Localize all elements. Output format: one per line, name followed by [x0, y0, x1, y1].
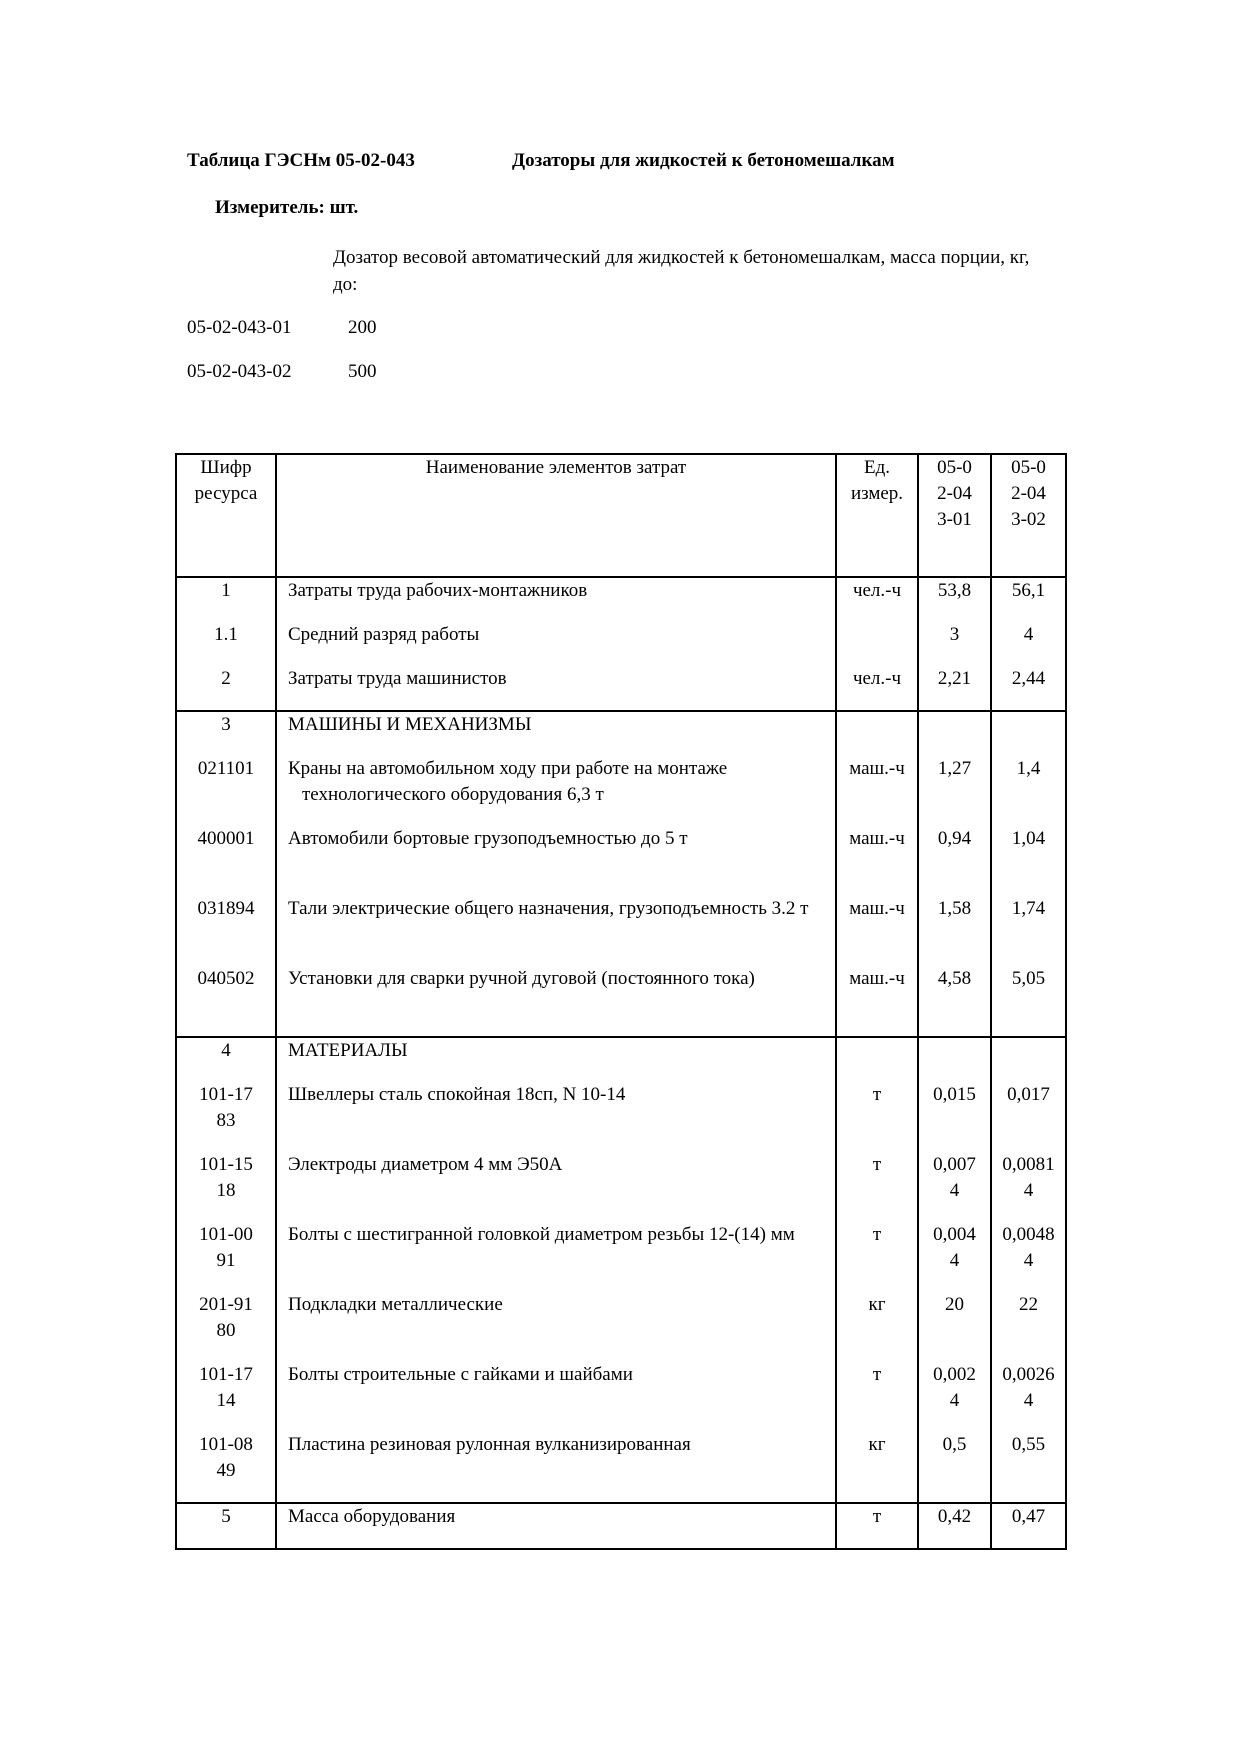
- table-row: [176, 756, 1066, 826]
- norm-value: 500: [348, 361, 377, 382]
- norm-1-value-cell: [918, 622, 991, 666]
- norm-1-value-cell-text: 0,015: [933, 1084, 976, 1105]
- unit-cell-text: т: [872, 1084, 882, 1105]
- resource-name-cell: [276, 1292, 836, 1362]
- resource-name-cell: [276, 1037, 836, 1082]
- norm-1-value-cell: [918, 1432, 991, 1503]
- table-code-title: Таблица ГЭСНм 05-02-043: [187, 150, 415, 171]
- resource-code-cell-text: 040502: [197, 968, 255, 989]
- resource-code-cell: [176, 1292, 276, 1362]
- table-row: [176, 966, 1066, 1037]
- resource-code-cell: [176, 1503, 276, 1549]
- table-row: [176, 622, 1066, 666]
- resource-name-cell: [276, 1222, 836, 1292]
- resource-name-cell-text: Болты строительные с гайками и шайбами: [288, 1364, 633, 1385]
- norm-2-value-cell: [991, 1292, 1066, 1362]
- resource-code-cell-text: 400001: [197, 828, 255, 849]
- resource-code-cell-text: 5: [221, 1506, 231, 1527]
- resource-name-cell-text: Электроды диаметром 4 мм Э50А: [288, 1154, 563, 1175]
- unit-cell: [836, 577, 918, 622]
- unit-cell-text: чел.-ч: [852, 668, 902, 689]
- norm-2-value-cell: [991, 1037, 1066, 1082]
- table-row: [176, 666, 1066, 711]
- resource-name-cell: [276, 577, 836, 622]
- resource-code-cell: [176, 1432, 276, 1503]
- norm-2-value-cell: [991, 1362, 1066, 1432]
- norm-2-value-cell-text: 22: [1019, 1294, 1038, 1315]
- norm-1-value-cell: [918, 756, 991, 826]
- norm-2-value-cell: [991, 577, 1066, 622]
- resource-code-cell-text: 101-1518: [199, 1154, 253, 1201]
- unit-line: Измеритель: шт.: [215, 197, 359, 218]
- resource-code-cell: [176, 1082, 276, 1152]
- resource-name-cell-text: Тали электрические общего назначения, грузоподъемность 3.2 т: [288, 898, 809, 919]
- norm-2-value-cell-text: 56,1: [1011, 580, 1046, 601]
- norm-2-value-cell: [991, 826, 1066, 896]
- norm-1-value-cell: [918, 966, 991, 1037]
- norm-1-value-cell: [918, 666, 991, 711]
- norm-1-value-cell-text: 0,0074: [933, 1154, 976, 1201]
- resource-code-cell: [176, 711, 276, 756]
- norm-2-value-cell-text: 0,55: [1011, 1434, 1046, 1455]
- table-name-title: Дозаторы для жидкостей к бетономешалкам: [512, 150, 895, 171]
- resource-code-cell-text: 4: [221, 1040, 231, 1061]
- unit-cell-text: т: [872, 1506, 882, 1527]
- norm-2-value-cell: [991, 1222, 1066, 1292]
- unit-cell-text: маш.-ч: [849, 758, 905, 779]
- unit-cell: [836, 711, 918, 756]
- resource-code-cell: [176, 826, 276, 896]
- resource-name-cell-text: Средний разряд работы: [288, 624, 480, 645]
- unit-cell: [836, 622, 918, 666]
- resource-name-cell-text: Подкладки металлические: [288, 1294, 503, 1315]
- col-header-norm-2: 05-02-043-02: [991, 454, 1066, 577]
- unit-cell: [836, 1503, 918, 1549]
- norm-1-value-cell: [918, 1222, 991, 1292]
- norm-1-value-cell-text: 3: [949, 624, 960, 645]
- norm-code: 05-02-043-02: [187, 361, 292, 382]
- resource-name-cell-text: Швеллеры сталь спокойная 18сп, N 10-14: [288, 1084, 626, 1105]
- resource-code-cell-text: 021101: [197, 758, 255, 779]
- norm-2-value-cell-text: 0,00814: [1002, 1154, 1055, 1201]
- unit-cell: [836, 1432, 918, 1503]
- col-header-unit: Ед. измер.: [836, 454, 918, 577]
- norm-2-value-cell: [991, 622, 1066, 666]
- resource-name-cell: [276, 1082, 836, 1152]
- resource-code-cell-text: 3: [221, 714, 231, 735]
- resource-code-cell: [176, 966, 276, 1037]
- unit-cell: [836, 1292, 918, 1362]
- norm-1-value-cell: [918, 826, 991, 896]
- table-header-row: [176, 454, 1066, 577]
- resource-name-cell: [276, 1432, 836, 1503]
- norm-2-value-cell-text: 4: [1023, 624, 1034, 645]
- norm-2-value-cell-text: 5,05: [1011, 968, 1046, 989]
- norm-1-value-cell-text: 53,8: [937, 580, 972, 601]
- resource-name-cell-text: Затраты труда машинистов: [288, 668, 507, 689]
- norm-2-value-cell: [991, 666, 1066, 711]
- norm-1-value-cell: [918, 1037, 991, 1082]
- table-row: [176, 1152, 1066, 1222]
- resource-name-cell-text: Автомобили бортовые грузоподъемностью до 5 т: [288, 828, 688, 849]
- norm-1-value-cell-text: 0,94: [937, 828, 972, 849]
- resource-name-cell-text: Установки для сварки ручной дуговой (постоянного тока): [288, 968, 755, 989]
- resource-code-cell-text: 101-1714: [199, 1364, 253, 1411]
- norm-1-value-cell-text: 20: [945, 1294, 964, 1315]
- norm-2-value-cell: [991, 1503, 1066, 1549]
- resource-name-cell-text: МАШИНЫ И МЕХАНИЗМЫ: [288, 714, 532, 735]
- norm-1-value-cell: [918, 1503, 991, 1549]
- resource-name-cell-text: МАТЕРИАЛЫ: [288, 1040, 408, 1061]
- resource-name-cell: [276, 966, 836, 1037]
- norm-2-value-cell: [991, 1082, 1066, 1152]
- norm-2-value-cell-text: 0,47: [1011, 1506, 1046, 1527]
- table-row: [176, 1362, 1066, 1432]
- unit-cell: [836, 826, 918, 896]
- description: Дозатор весовой автоматический для жидкостей к бетономешалкам, масса порции, кг, до:: [333, 247, 1030, 295]
- norm-2-value-cell-text: 2,44: [1011, 668, 1046, 689]
- resource-code-cell-text: 201-9180: [199, 1294, 253, 1341]
- resource-code-cell: [176, 1037, 276, 1082]
- resource-name-cell: [276, 756, 836, 826]
- resource-code-cell: [176, 1152, 276, 1222]
- resource-code-cell: [176, 1362, 276, 1432]
- norm-1-value-cell: [918, 577, 991, 622]
- norm-1-value-cell-text: 0,0024: [933, 1364, 976, 1411]
- norm-code: 05-02-043-01: [187, 317, 292, 338]
- resource-code-cell-text: 101-1783: [199, 1084, 253, 1131]
- resource-name-cell: [276, 711, 836, 756]
- resource-code-cell-text: 101-0091: [199, 1224, 253, 1271]
- unit-cell-text: кг: [868, 1294, 886, 1315]
- resource-name-cell-text: Пластина резиновая рулонная вулканизированная: [288, 1434, 691, 1455]
- norm-2-value-cell: [991, 1432, 1066, 1503]
- norm-2-value-cell-text: 1,4: [1016, 758, 1041, 779]
- unit-cell-text: т: [872, 1364, 882, 1385]
- resource-code-cell-text: 1.1: [214, 624, 238, 645]
- resource-code-cell: [176, 622, 276, 666]
- resource-code-cell: [176, 896, 276, 966]
- resource-name-cell: [276, 1362, 836, 1432]
- resource-code-cell-text: 1: [221, 580, 231, 601]
- table-row: [176, 1503, 1066, 1549]
- norm-2-value-cell-text: 0,00264: [1002, 1364, 1055, 1411]
- resource-name-cell-text: Затраты труда рабочих-монтажников: [288, 580, 588, 601]
- norm-2-value-cell: [991, 966, 1066, 1037]
- norm-1-value-cell: [918, 1152, 991, 1222]
- resource-code-cell: [176, 666, 276, 711]
- resource-name-cell: [276, 1503, 836, 1549]
- resource-code-cell-text: 031894: [197, 898, 255, 919]
- unit-cell: [836, 666, 918, 711]
- resource-name-cell: [276, 826, 836, 896]
- norm-1-value-cell-text: 1,58: [937, 898, 972, 919]
- resource-code-cell: [176, 577, 276, 622]
- norm-value: 200: [348, 317, 377, 338]
- section-header-row: [176, 711, 1066, 756]
- table-row: [176, 896, 1066, 966]
- norm-1-value-cell-text: 4,58: [937, 968, 972, 989]
- col-header-code: Шифр ресурса: [176, 454, 276, 577]
- unit-cell-text: чел.-ч: [852, 580, 902, 601]
- norm-1-value-cell-text: 0,42: [937, 1506, 972, 1527]
- unit-cell: [836, 896, 918, 966]
- resource-code-cell: [176, 1222, 276, 1292]
- resource-name-cell: [276, 896, 836, 966]
- norm-1-value-cell: [918, 1292, 991, 1362]
- unit-cell: [836, 1152, 918, 1222]
- norm-2-value-cell-text: 0,00484: [1002, 1224, 1055, 1271]
- resource-name-cell-text: Масса оборудования: [288, 1506, 456, 1527]
- norm-2-value-cell-text: 0,017: [1007, 1084, 1050, 1105]
- unit-cell-text: маш.-ч: [849, 898, 905, 919]
- resource-name-cell: [276, 666, 836, 711]
- resource-name-cell: [276, 622, 836, 666]
- section-header-row: [176, 1037, 1066, 1082]
- norm-2-value-cell-text: 1,74: [1011, 898, 1046, 919]
- norm-2-value-cell: [991, 711, 1066, 756]
- norm-1-value-cell: [918, 711, 991, 756]
- unit-cell-text: т: [872, 1224, 882, 1245]
- norm-1-value-cell-text: 0,5: [942, 1434, 967, 1455]
- table-row: [176, 1292, 1066, 1362]
- unit-cell: [836, 1082, 918, 1152]
- norm-1-value-cell: [918, 1362, 991, 1432]
- norm-2-value-cell: [991, 896, 1066, 966]
- norm-1-value-cell: [918, 896, 991, 966]
- norm-2-value-cell: [991, 1152, 1066, 1222]
- resource-code-cell-text: 2: [221, 668, 231, 689]
- table-row: [176, 577, 1066, 622]
- unit-cell-text: маш.-ч: [849, 828, 905, 849]
- unit-cell: [836, 1222, 918, 1292]
- resource-code-cell-text: 101-0849: [199, 1434, 253, 1481]
- norm-1-value-cell-text: 2,21: [937, 668, 972, 689]
- table-row: [176, 1222, 1066, 1292]
- unit-cell: [836, 756, 918, 826]
- unit-cell-text: кг: [868, 1434, 886, 1455]
- resource-name-cell-text: Краны на автомобильном ходу при работе на монтаже технологического оборудования 6,3 т: [288, 758, 728, 805]
- col-header-name: Наименование элементов затрат: [276, 454, 836, 577]
- unit-cell: [836, 1037, 918, 1082]
- resource-code-cell: [176, 756, 276, 826]
- norm-1-value-cell: [918, 1082, 991, 1152]
- norm-2-value-cell: [991, 756, 1066, 826]
- unit-cell: [836, 966, 918, 1037]
- resource-table: [175, 453, 1067, 1550]
- resource-name-cell: [276, 1152, 836, 1222]
- resource-name-cell-text: Болты с шестигранной головкой диаметром резьбы 12-(14) мм: [288, 1224, 795, 1245]
- norm-1-value-cell-text: 0,0044: [933, 1224, 976, 1271]
- unit-cell-text: т: [872, 1154, 882, 1175]
- norm-1-value-cell-text: 1,27: [937, 758, 972, 779]
- col-header-norm-1: 05-02-043-01: [918, 454, 991, 577]
- table-row: [176, 1432, 1066, 1503]
- norm-2-value-cell-text: 1,04: [1011, 828, 1046, 849]
- table-row: [176, 826, 1066, 896]
- table-row: [176, 1082, 1066, 1152]
- unit-cell-text: маш.-ч: [849, 968, 905, 989]
- unit-cell: [836, 1362, 918, 1432]
